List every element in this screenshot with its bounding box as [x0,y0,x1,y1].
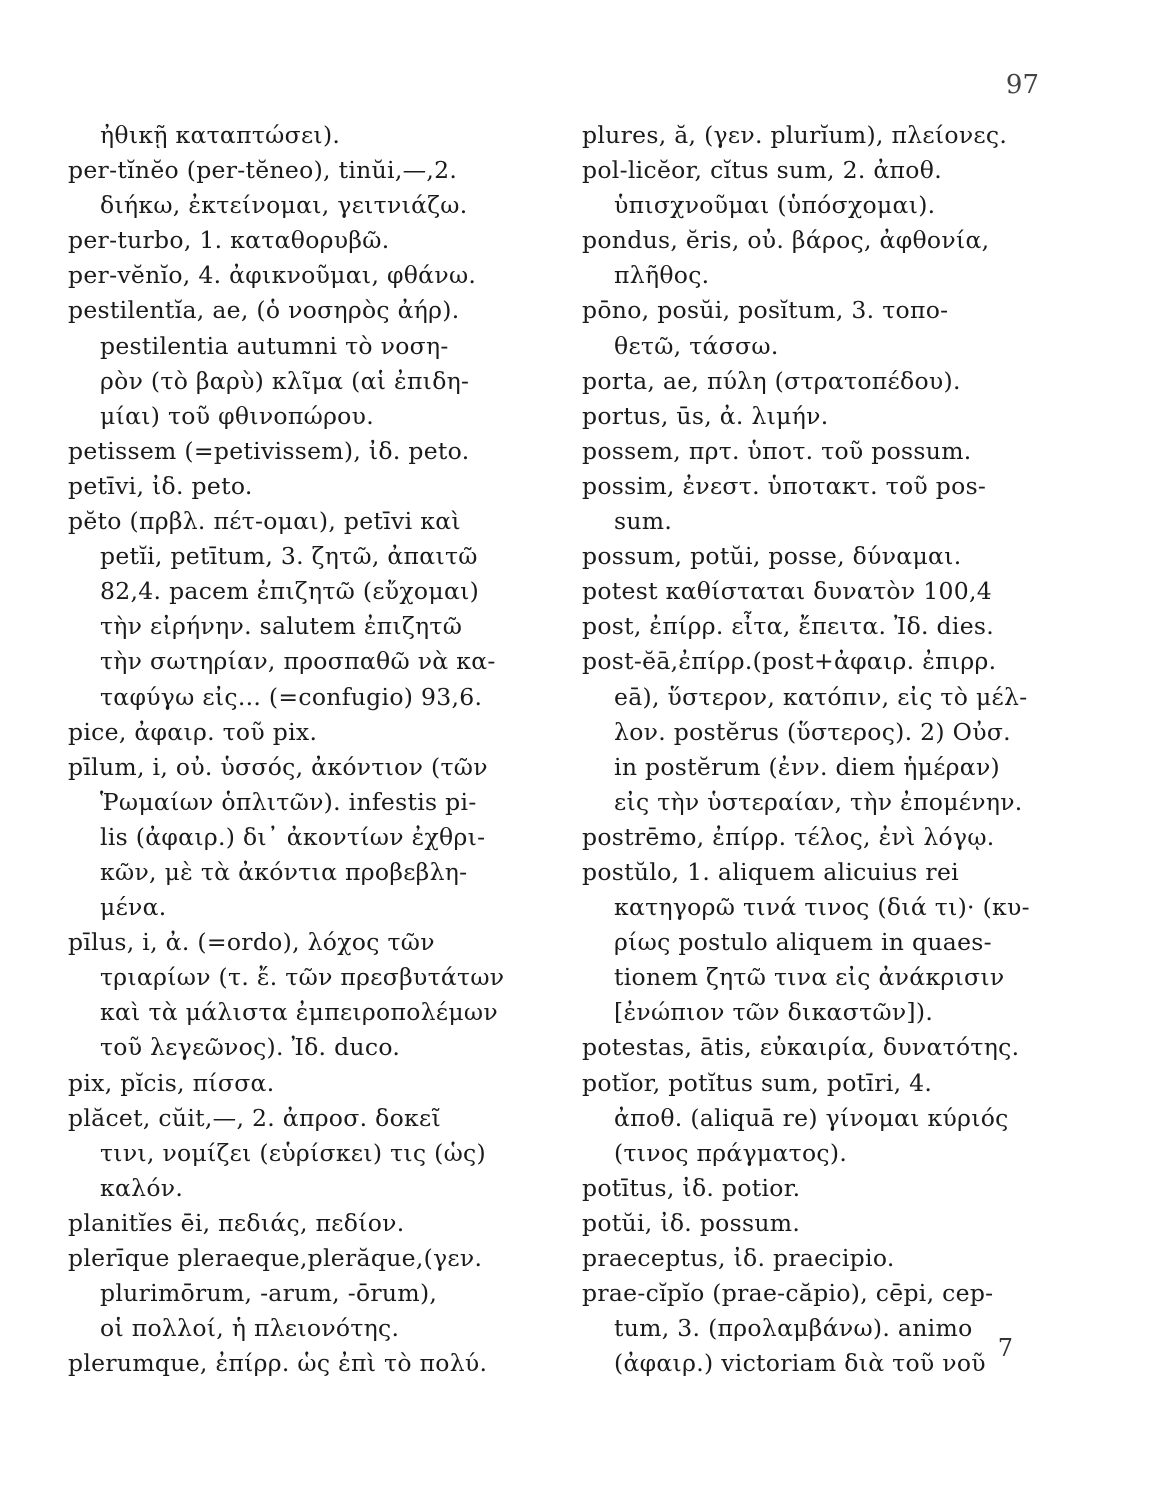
left-dictionary-line: pestilentĭa, ae, (ὁ νοσηρὸς ἀήρ). [68,296,460,325]
left-dictionary-line: τοῦ λεγεῶνος). Ἰδ. duco. [100,1033,401,1062]
left-dictionary-line: τριαρίων (τ. ἔ. τῶν πρεσβυτάτων [100,963,505,992]
right-dictionary-line: πλῆθος. [614,261,710,290]
left-dictionary-line: plăcet, cŭit,—, 2. ἀπροσ. δοκεῖ [68,1103,442,1132]
left-dictionary-line: petīvi, ἰδ. peto. [68,471,253,500]
left-dictionary-line: pestilentia autumni τὸ νοση- [100,331,449,360]
left-dictionary-line: καλόν. [100,1173,184,1202]
right-dictionary-line: εἰς τὴν ὑστεραίαν, τὴν ἐπομένην. [614,787,1023,816]
right-dictionary-line: possum, potŭi, posse, δύναμαι. [582,542,962,571]
right-dictionary-line: potītus, ἰδ. potior. [582,1173,801,1202]
right-dictionary-line: ρίως postulo aliquem in quaes- [614,928,992,957]
page-number: 97 [1005,70,1039,100]
right-dictionary-line: potĭor, potĭtus sum, potīri, 4. [582,1068,933,1097]
left-dictionary-line: plerumque, ἐπίρρ. ὡς ἐπὶ τὸ πολύ. [68,1349,488,1378]
left-dictionary-line: pīlus, i, ἀ. (=ordo), λόχος τῶν [68,928,435,957]
right-dictionary-line: ἀποθ. (aliquā re) γίνομαι κύριός [614,1103,1009,1132]
right-dictionary-line: sum. [614,507,673,536]
right-dictionary-line: (ἀφαιρ.) victoriam διὰ τοῦ νοῦ [614,1349,986,1378]
right-dictionary-line: [ἐνώπιον τῶν δικαστῶν]). [614,998,934,1027]
right-dictionary-line: post, ἐπίρρ. εἶτα, ἔπειτα. Ἰδ. dies. [582,612,995,641]
right-dictionary-line: pondus, ĕris, οὐ. βάρος, ἀφθονία, [582,226,990,255]
right-dictionary-line: pol-licĕor, cĭtus sum, 2. ἀποθ. [582,156,942,185]
left-dictionary-line: τὴν εἰρήνην. salutem ἐπιζητῶ [100,612,463,641]
right-dictionary-line: θετῶ, τάσσω. [614,331,779,360]
right-dictionary-line: porta, ae, πύλη (στρατοπέδου). [582,366,961,395]
right-dictionary-line: praeceptus, ἰδ. praecipio. [582,1244,895,1272]
right-dictionary-line: tum, 3. (προλαμβάνω). animo [614,1314,973,1343]
left-dictionary-line: per-turbo, 1. καταθορυβῶ. [68,226,390,255]
left-dictionary-line: ἠθικῇ καταπτώσει). [100,121,341,149]
left-dictionary-line: pīlum, i, οὐ. ὑσσός, ἀκόντιον (τῶν [68,752,488,781]
right-dictionary-line: post-ĕā,ἐπίρρ.(post+ἀφαιρ. ἐπιρρ. [582,647,997,676]
right-dictionary-line: postrēmo, ἐπίρρ. τέλος, ἐνὶ λόγῳ. [582,822,995,851]
left-dictionary-line: plurimōrum, -arum, -ōrum), [100,1279,438,1308]
right-dictionary-line: postŭlo, 1. aliquem alicuius rei [582,857,959,886]
left-dictionary-line: petĭi, petītum, 3. ζητῶ, ἀπαιτῶ [100,542,478,571]
left-dictionary-line: 82,4. pacem ἐπιζητῶ (εὔχομαι) [100,577,480,606]
right-dictionary-line: κατηγορῶ τινά τινος (διά τι)· (κυ- [614,893,1030,922]
signature-mark: 7 [997,1334,1013,1362]
left-dictionary-line: plerīque pleraeque,plerăque,(γεν. [68,1244,483,1272]
right-dictionary-line: plures, ă, (γεν. plurĭum), πλείονες. [582,121,1008,149]
right-dictionary-line: possem, πρτ. ὑποτ. τοῦ possum. [582,436,972,465]
right-dictionary-line: possim, ἐνεστ. ὑποτακτ. τοῦ pos- [582,471,987,500]
right-dictionary-line: potestas, ātis, εὐκαιρία, δυνατότης. [582,1033,1020,1062]
left-dictionary-line: ρὸν (τὸ βαρὺ) κλῖμα (αἱ ἐπιδη- [100,366,470,395]
right-dictionary-line: ὑπισχνοῦμαι (ὑπόσχομαι). [614,191,936,220]
left-dictionary-line: planitĭes ēi, πεδιάς, πεδίον. [68,1208,405,1237]
left-dictionary-line: lis (ἀφαιρ.) δι᾽ ἀκοντίων ἐχθρι- [100,822,486,851]
left-dictionary-line: ταφύγω εἰς... (=confugio) 93,6. [100,682,483,711]
right-dictionary-line: λον. postĕrus (ὕστερος). 2) Οὐσ. [614,717,1011,746]
right-dictionary-line: potest καθίσταται δυνατὸν 100,4 [582,577,992,606]
left-dictionary-line: κῶν, μὲ τὰ ἀκόντια προβεβλη- [100,857,468,886]
right-dictionary-line: tionem ζητῶ τινα εἰς ἀνάκρισιν [614,963,1005,992]
left-dictionary-line: pix, pĭcis, πίσσα. [68,1068,275,1097]
left-dictionary-line: διήκω, ἐκτείνομαι, γειτνιάζω. [100,191,468,220]
left-dictionary-line: οἱ πολλοί, ἡ πλειονότης. [100,1314,400,1343]
left-column [68,118,558,1381]
left-dictionary-line: μίαι) τοῦ φθινοπώρου. [100,401,374,430]
left-dictionary-line: μένα. [100,893,167,922]
right-dictionary-line: (τινος πράγματος). [614,1138,848,1167]
right-dictionary-line: pōno, posŭi, posĭtum, 3. τοπο- [582,296,949,325]
left-dictionary-line: τινι, νομίζει (εὑρίσκει) τις (ὡς) [100,1138,486,1167]
right-column [582,118,1052,1381]
right-dictionary-line: eā), ὕστερον, κατόπιν, εἰς τὸ μέλ- [614,682,1028,711]
right-dictionary-line: potŭi, ἰδ. possum. [582,1208,801,1237]
left-dictionary-line: τὴν σωτηρίαν, προσπαθῶ νὰ κα- [100,647,496,676]
right-dictionary-line: portus, ūs, ἀ. λιμήν. [582,401,829,430]
left-dictionary-line: petissem (=petivissem), ἰδ. peto. [68,436,470,465]
left-dictionary-line: per-vĕnĭo, 4. ἀφικνοῦμαι, φθάνω. [68,261,477,290]
left-dictionary-line: pĕto (πρβλ. πέτ-ομαι), petīvi καὶ [68,507,461,536]
left-dictionary-line: per-tĭnĕo (per-tĕneo), tinŭi,—,2. [68,156,458,185]
right-dictionary-line: in postĕrum (ἐνν. diem ἡμέραν) [614,752,1001,781]
left-dictionary-line: Ῥωμαίων ὁπλιτῶν). infestis pi- [100,787,477,816]
left-dictionary-line: καὶ τὰ μάλιστα ἐμπειροπολέμων [100,998,498,1027]
left-dictionary-line: pice, ἀφαιρ. τοῦ pix. [68,717,318,746]
right-dictionary-line: prae-cĭpĭo (prae-căpio), cēpi, cep- [582,1279,994,1308]
